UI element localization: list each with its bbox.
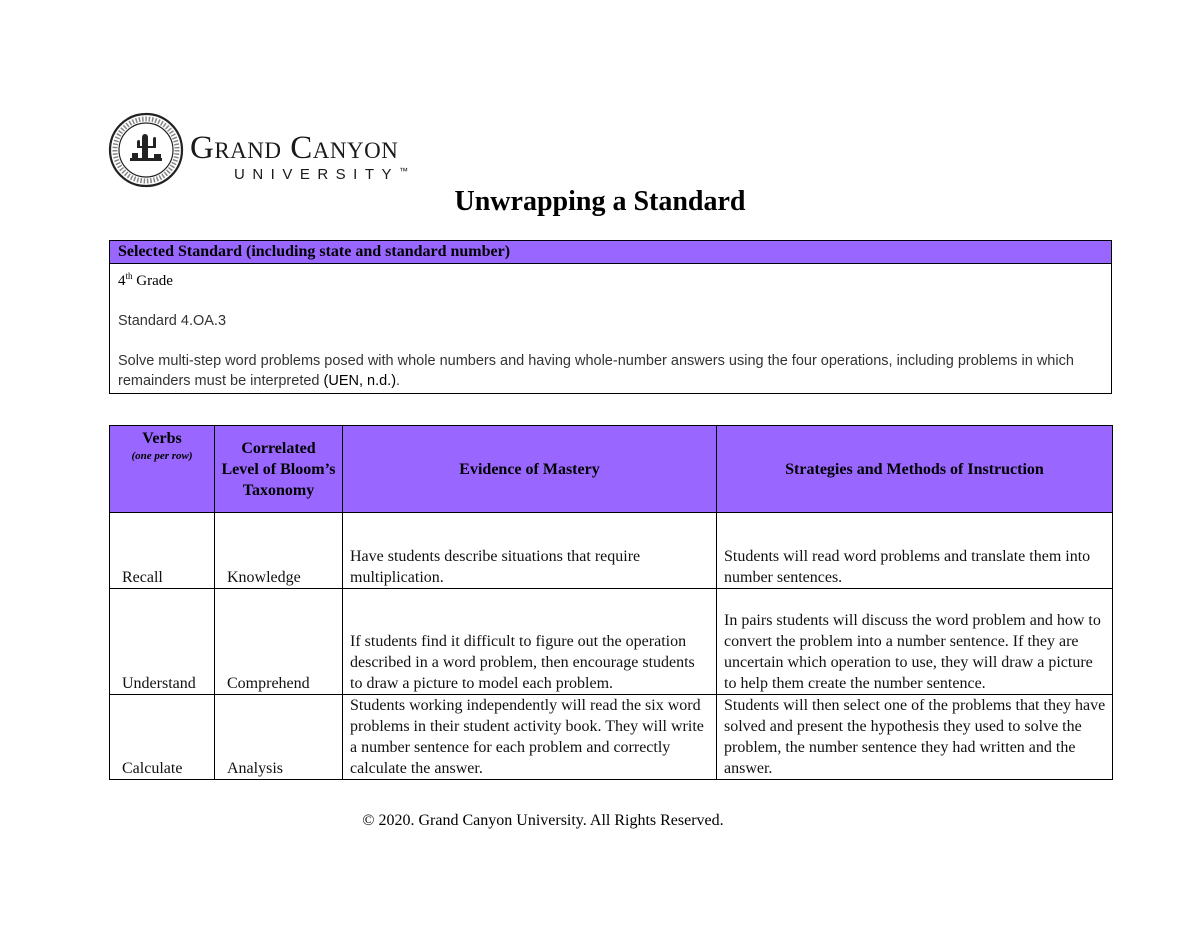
- gcu-seal-icon: [108, 112, 184, 188]
- verbs-note: (one per row): [131, 450, 193, 462]
- strategy-cell: In pairs students will discuss the word problem and how to convert the problem into a number sentence. If they are uncertain which operation to use, they will draw a picture to help them create the number sentence.: [717, 589, 1113, 695]
- gcu-logo: [108, 112, 448, 188]
- blooms-cell: Analysis: [215, 695, 343, 780]
- verb-cell: Calculate: [110, 695, 215, 780]
- citation: (UEN, n.d.): [323, 373, 397, 389]
- verbs-header: Verbs (one per row): [110, 426, 215, 513]
- verb-cell: Understand: [110, 589, 215, 695]
- selected-standard-body: [110, 264, 1112, 394]
- verb-cell: Recall: [110, 513, 215, 589]
- standard-code: Standard 4.OA.3: [118, 313, 227, 329]
- copyright-footer: © 2020. Grand Canyon University. All Rights Reserved.: [362, 812, 724, 829]
- strategies-header: Strategies and Methods of Instruction: [717, 426, 1113, 513]
- table-row: [110, 589, 1113, 695]
- blooms-header: Correlated Level of Bloom’s Taxonomy: [215, 426, 343, 513]
- unwrapping-table: [109, 425, 1113, 780]
- evidence-header: Evidence of Mastery: [343, 426, 717, 513]
- evidence-cell: Have students describe situations that require multiplication.: [343, 513, 717, 589]
- selected-standard-header: Selected Standard (including state and standard number): [110, 241, 1112, 264]
- table-row: [110, 695, 1113, 780]
- blooms-cell: Comprehend: [215, 589, 343, 695]
- standard-description: Solve multi-step word problems posed with whole numbers and having whole-number answers using the four operations, including problems in which remainders must be interpreted (UEN, n.d.).: [118, 353, 1074, 389]
- strategy-cell: Students will read word problems and translate them into number sentences.: [717, 513, 1113, 589]
- grade-line: 4th Grade: [118, 271, 173, 289]
- blooms-cell: Knowledge: [215, 513, 343, 589]
- evidence-cell: Students working independently will read the six word problems in their student activity book. They will write a number sentence for each problem and correctly calculate the answer.: [343, 695, 717, 780]
- evidence-cell: If students find it difficult to figure out the operation described in a word problem, then encourage students to draw a picture to model each problem.: [343, 589, 717, 695]
- table-row: [110, 513, 1113, 589]
- logo-name: Grand Canyon: [190, 130, 399, 166]
- table-header-row: [110, 426, 1113, 513]
- page-title: Unwrapping a Standard: [454, 186, 746, 217]
- selected-standard-table: [109, 240, 1112, 394]
- logo-university: UNIVERSITY™: [234, 166, 409, 183]
- logo-wordmark: [190, 132, 398, 165]
- strategy-cell: Students will then select one of the problems that they have solved and present the hypothesis they used to solve the problem, the number sentence they had written and the answer.: [717, 695, 1113, 780]
